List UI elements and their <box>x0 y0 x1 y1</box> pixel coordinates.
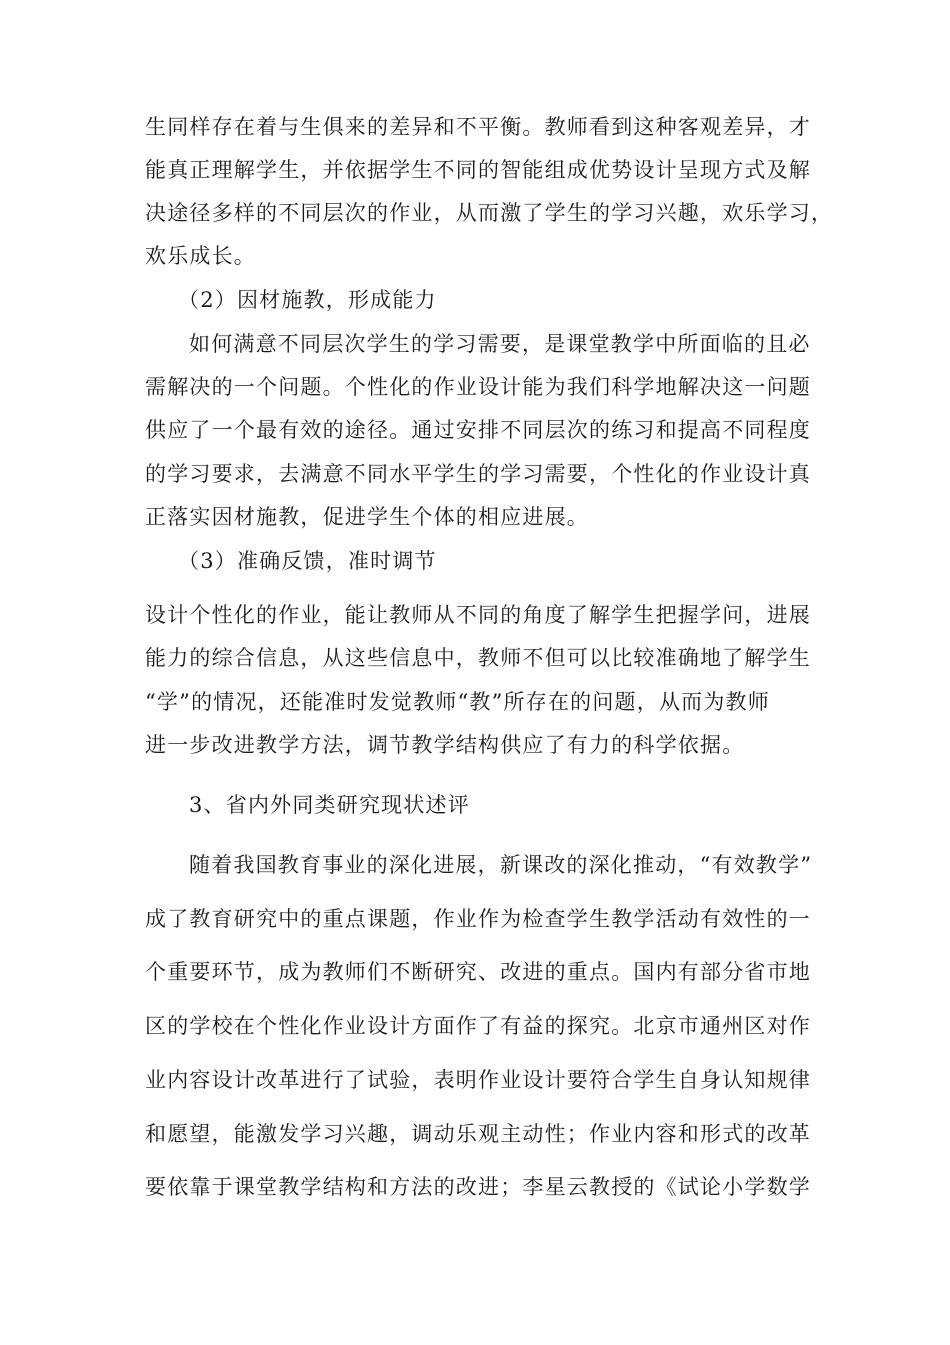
paragraph-line: 设计个性化的作业，能让教师从不同的角度了解学生把握学问，进展 <box>145 603 811 627</box>
paragraph-line: 业内容设计改革进行了试验，表明作业设计要符合学生自身认知规律 <box>145 1068 811 1092</box>
paragraph-line: 的学习要求，去满意不同水平学生的学习需要，个性化的作业设计真 <box>145 462 811 486</box>
paragraph-line: 进一步改进教学方法，调节教学结构供应了有力的科学依据。 <box>145 733 745 757</box>
paragraph-line: “学”的情况，还能准时发觉教师“教”所存在的问题，从而为教师 <box>145 690 770 714</box>
paragraph-line: 个重要环节，成为教师们不断研究、改进的重点。国内有部分省市地 <box>145 960 811 984</box>
paragraph-line: 能力的综合信息，从这些信息中，教师不但可以比较准确地了解学生 <box>145 646 811 670</box>
paragraph-line: 成了教育研究中的重点课题，作业作为检查学生教学活动有效性的一 <box>145 907 811 931</box>
section-heading: （2）因材施教，形成能力 <box>178 288 437 312</box>
paragraph-line: 如何满意不同层次学生的学习需要，是课堂教学中所面临的且必 <box>189 332 811 356</box>
paragraph-line: 随着我国教育事业的深化进展，新课改的深化推动，“有效教学” <box>189 853 813 877</box>
section-heading: 3、省内外同类研究现状述评 <box>189 793 470 817</box>
paragraph-line: 要依靠于课堂教学结构和方法的改进；李星云教授的《试论小学数学 <box>145 1175 811 1199</box>
section-heading: （3）准确反馈，准时调节 <box>178 549 437 573</box>
paragraph-line: 区的学校在个性化作业设计方面作了有益的探究。北京市通州区对作 <box>145 1014 811 1038</box>
paragraph-line: 和愿望，能激发学习兴趣，调动乐观主动性；作业内容和形式的改革 <box>145 1122 811 1146</box>
paragraph-line: 供应了一个最有效的途径。通过安排不同层次的练习和提高不同程度 <box>145 418 811 442</box>
paragraph-line: 能真正理解学生，并依据学生不同的智能组成优势设计呈现方式及解 <box>145 158 811 182</box>
paragraph-line: 决途径多样的不同层次的作业，从而激了学生的学习兴趣，欢乐学习， <box>145 201 834 225</box>
paragraph-line: 欢乐成长。 <box>145 244 256 268</box>
paragraph-line: 需解决的一个问题。个性化的作业设计能为我们科学地解决这一问题 <box>145 375 811 399</box>
paragraph-line: 正落实因材施教，促进学生个体的相应进展。 <box>145 505 589 529</box>
paragraph-line: 生同样存在着与生俱来的差异和不平衡。教师看到这种客观差异，才 <box>145 115 811 139</box>
